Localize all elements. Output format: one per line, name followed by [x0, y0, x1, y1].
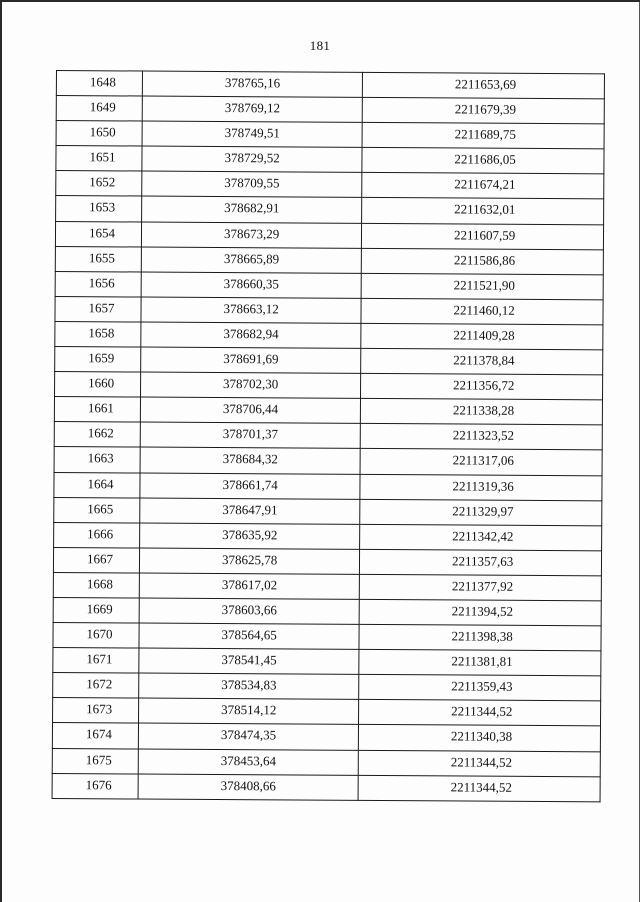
table-row — [54, 397, 602, 425]
point-number-cell: 1657 — [55, 296, 141, 322]
y-coordinate-cell: 2211340,38 — [358, 725, 600, 752]
table-row — [53, 547, 601, 575]
y-coordinate-cell: 2211317,06 — [360, 449, 602, 476]
table-row — [53, 623, 601, 651]
x-coordinate-cell: 378749,51 — [142, 121, 362, 147]
point-number-cell: 1655 — [55, 246, 141, 272]
y-coordinate-cell: 2211607,59 — [361, 223, 603, 250]
table-row — [55, 372, 603, 400]
x-coordinate-cell: 378635,92 — [140, 523, 360, 549]
point-number-cell: 1649 — [56, 96, 142, 122]
point-number-cell: 1664 — [54, 472, 140, 498]
x-coordinate-cell: 378665,89 — [141, 247, 361, 273]
x-coordinate-cell: 378617,02 — [139, 573, 359, 599]
y-coordinate-cell: 2211357,63 — [359, 549, 601, 576]
table-row — [56, 196, 604, 224]
table-row — [54, 472, 602, 500]
x-coordinate-cell: 378701,37 — [140, 422, 360, 448]
x-coordinate-cell: 378647,91 — [140, 498, 360, 524]
x-coordinate-cell: 378474,35 — [138, 723, 358, 749]
point-number-cell: 1670 — [53, 623, 139, 649]
point-number-cell: 1654 — [55, 221, 141, 247]
table-row — [56, 171, 604, 199]
table-row — [55, 246, 603, 274]
y-coordinate-cell: 2211632,01 — [362, 198, 604, 225]
x-coordinate-cell: 378682,94 — [141, 322, 361, 348]
y-coordinate-cell: 2211356,72 — [360, 373, 602, 400]
table-row — [54, 422, 602, 450]
table-row — [55, 347, 603, 375]
x-coordinate-cell: 378534,83 — [139, 673, 359, 699]
point-number-cell: 1653 — [56, 196, 142, 222]
table-row — [54, 522, 602, 550]
point-number-cell: 1673 — [53, 698, 139, 724]
table-row — [52, 773, 600, 801]
y-coordinate-cell: 2211394,52 — [359, 599, 601, 626]
table-row — [55, 221, 603, 249]
x-coordinate-cell: 378660,35 — [141, 272, 361, 298]
point-number-cell: 1666 — [54, 522, 140, 548]
y-coordinate-cell: 2211344,52 — [358, 750, 600, 777]
y-coordinate-cell: 2211653,69 — [362, 72, 604, 99]
y-coordinate-cell: 2211521,90 — [361, 273, 603, 300]
x-coordinate-cell: 378729,52 — [142, 146, 362, 172]
coordinates-table-body — [52, 71, 604, 802]
x-coordinate-cell: 378541,45 — [139, 648, 359, 674]
y-coordinate-cell: 2211323,52 — [360, 424, 602, 451]
x-coordinate-cell: 378682,91 — [142, 196, 362, 222]
table-row — [52, 723, 600, 751]
x-coordinate-cell: 378663,12 — [141, 297, 361, 323]
y-coordinate-cell: 2211329,97 — [360, 499, 602, 526]
y-coordinate-cell: 2211319,36 — [360, 474, 602, 501]
point-number-cell: 1667 — [53, 547, 139, 573]
point-number-cell: 1661 — [54, 397, 140, 423]
coordinates-table — [52, 70, 605, 802]
table-row — [53, 698, 601, 726]
table-row — [54, 497, 602, 525]
table-row — [55, 271, 603, 299]
x-coordinate-cell: 378769,12 — [142, 96, 362, 122]
point-number-cell: 1658 — [55, 321, 141, 347]
table-row — [54, 447, 602, 475]
y-coordinate-cell: 2211689,75 — [362, 123, 604, 150]
y-coordinate-cell: 2211679,39 — [362, 97, 604, 124]
table-row — [56, 146, 604, 174]
x-coordinate-cell: 378691,69 — [141, 347, 361, 373]
y-coordinate-cell: 2211381,81 — [359, 650, 601, 677]
y-coordinate-cell: 2211338,28 — [360, 399, 602, 426]
y-coordinate-cell: 2211359,43 — [359, 675, 601, 702]
y-coordinate-cell: 2211409,28 — [361, 323, 603, 350]
table-row — [55, 321, 603, 349]
point-number-cell: 1674 — [52, 723, 138, 749]
point-number-cell: 1660 — [55, 372, 141, 398]
table-row — [53, 673, 601, 701]
y-coordinate-cell: 2211586,86 — [361, 248, 603, 275]
x-coordinate-cell: 378673,29 — [141, 222, 361, 248]
point-number-cell: 1672 — [53, 673, 139, 699]
x-coordinate-cell: 378625,78 — [139, 548, 359, 574]
y-coordinate-cell: 2211378,84 — [361, 348, 603, 375]
x-coordinate-cell: 378514,12 — [139, 698, 359, 724]
point-number-cell: 1650 — [56, 121, 142, 147]
table-row — [53, 648, 601, 676]
x-coordinate-cell: 378702,30 — [141, 372, 361, 398]
page-number: 181 — [309, 38, 331, 53]
point-number-cell: 1663 — [54, 447, 140, 473]
y-coordinate-cell: 2211674,21 — [362, 173, 604, 200]
x-coordinate-cell: 378765,16 — [142, 71, 362, 97]
point-number-cell: 1662 — [54, 422, 140, 448]
table-row — [56, 96, 604, 124]
y-coordinate-cell: 2211398,38 — [359, 624, 601, 651]
point-number-cell: 1648 — [56, 71, 142, 97]
table-row — [53, 572, 601, 600]
point-number-cell: 1671 — [53, 648, 139, 674]
x-coordinate-cell: 378706,44 — [140, 397, 360, 423]
y-coordinate-cell: 2211344,52 — [358, 775, 600, 802]
x-coordinate-cell: 378408,66 — [138, 774, 358, 800]
x-coordinate-cell: 378564,65 — [139, 623, 359, 649]
table-row — [53, 597, 601, 625]
table-row — [55, 296, 603, 324]
x-coordinate-cell: 378603,66 — [139, 598, 359, 624]
x-coordinate-cell: 378684,32 — [140, 447, 360, 473]
point-number-cell: 1659 — [55, 347, 141, 373]
point-number-cell: 1668 — [53, 572, 139, 598]
point-number-cell: 1665 — [54, 497, 140, 523]
y-coordinate-cell: 2211460,12 — [361, 298, 603, 325]
point-number-cell: 1675 — [52, 748, 138, 774]
x-coordinate-cell: 378709,55 — [142, 171, 362, 197]
y-coordinate-cell: 2211686,05 — [362, 148, 604, 175]
point-number-cell: 1676 — [52, 773, 138, 799]
table-row — [56, 121, 604, 149]
point-number-cell: 1652 — [56, 171, 142, 197]
y-coordinate-cell: 2211344,52 — [359, 700, 601, 727]
y-coordinate-cell: 2211342,42 — [360, 524, 602, 551]
point-number-cell: 1669 — [53, 597, 139, 623]
table-row — [56, 71, 604, 99]
x-coordinate-cell: 378453,64 — [138, 749, 358, 775]
x-coordinate-cell: 378661,74 — [140, 473, 360, 499]
y-coordinate-cell: 2211377,92 — [359, 574, 601, 601]
table-row — [52, 748, 600, 776]
point-number-cell: 1656 — [55, 271, 141, 297]
point-number-cell: 1651 — [56, 146, 142, 172]
